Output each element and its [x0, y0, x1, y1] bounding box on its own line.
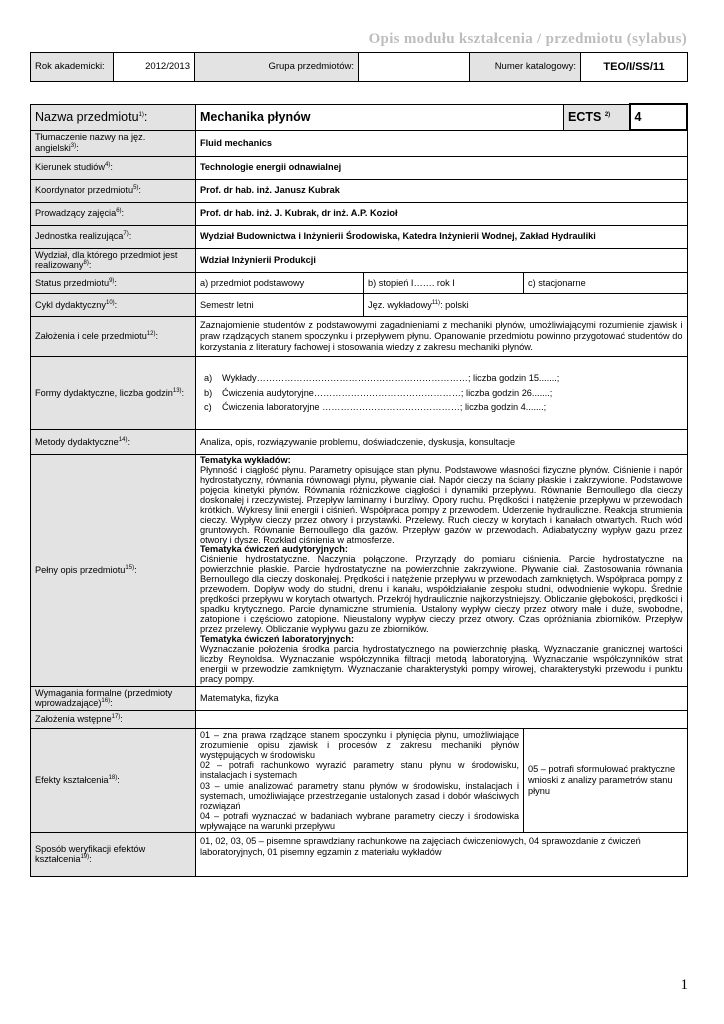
status-b: b) stopień I……. rok I [364, 273, 524, 294]
metody-value: Analiza, opis, rozwiązywanie problemu, doświadczenie, dyskusja, konsultacje [196, 430, 688, 455]
prow-label: Prowadzący zajęcia$^{6)}$: [31, 202, 196, 225]
rok-value: 2012/2013 [114, 53, 195, 82]
jedn-label: Jednostka realizująca$^{7)}$: [31, 225, 196, 248]
row-pelny-opis [31, 455, 688, 687]
efekty-left: 01 – zna prawa rządzące stanem spoczynku i płynięcia płynu, umożliwiające zrozumienie opisu zjawisk i procesów z zakresu mechaniki płynów występujących w środowisku 02 – potrafi rachunkowo wyrazić parametry stanu płynu w środowisku, instalacjach i systemach 03 – umie analizować parametry stanu płynów w środowisku, instalacjach i systemach, umożliwiające przestrzeganie ustalonych zasad i dobór właściwych rozwiązań 04 – potrafi wyznaczać w badaniach wybrane parametry cieczy i środowiska wpływające na warunki przepływu [196, 729, 524, 833]
status-label: Status przedmiotu$^{9)}$: [31, 273, 196, 294]
row-wymagania [31, 686, 688, 711]
pelny-heading-laboratoryjne: Tematyka ćwiczeń laboratoryjnych: [200, 633, 355, 644]
row-efekty [31, 729, 688, 833]
row-formy [31, 357, 688, 430]
spos-label: Sposób weryfikacji efektów kształcenia$^{19)}$: [31, 832, 196, 876]
row-wydzial [31, 248, 688, 273]
row-prowadzacy [31, 202, 688, 225]
wym-value: Matematyka, fizyka [196, 686, 688, 711]
wydz-value: Wdział Inżynierii Produkcji [196, 248, 688, 273]
pelny-text-audytoryjne: Ciśnienie hydrostatyczne. Naczynia połączone. Przyrządy do pomiaru ciśnienia. Parcie hydrostatyczne na powierzchnie płaskie. Parcie hydrostatyczne na powierzchnie zakrzywione. Pływanie ciał. Zastosowania równania Bernoullego dla cieczy doskonałej. Prędkości i natężenie przepływu w przewodach zamkniętych. Współpraca pompy z przewodem. Dopływ wody do studni, drenu i kanału, współdziałanie zespołu studni, odwodnienie wykopu. Średnie prędkości przepływu w korytach otwartych. Przekrój hydraulicznie najkorzystniejszy. Obliczanie głębokości, prędkości i spadku krytycznego. Parcie dynamiczne strumienia. Ustalony wypływ cieczy przez otwory małe i duże, swobodne, zatopione i częściowo zatopione. Nieustalony wypływ cieczy przez otwory. Czas opróżniania zbiorników. Przepływ przez przelewy. Obliczanie wypływu gazu ze zbiorników. [200, 554, 683, 634]
pelny-label: Pełny opis przedmiotu$^{15)}$: [31, 455, 196, 687]
grupa-label: Grupa przedmiotów: [195, 53, 359, 82]
pelny-heading-audytoryjne: Tematyka ćwiczeń audytoryjnych: [200, 544, 348, 555]
cykl-label: Cykl dydaktyczny$^{10)}$: [31, 294, 196, 317]
pelny-value [196, 455, 688, 687]
zal-value: Zaznajomienie studentów z podstawowymi zagadnieniami z mechaniki płynów, umożliwiającymi rozumienie zjawisk i praw rządzących stanem spoczynku i przepływem płynu. Opanowanie przedmiotu powinno przygotować studentów do korzystania z literatury fachowej i stosowania wiedzy z zakresu mechaniki płynów. [196, 317, 688, 357]
zal-label: Założenia i cele przedmiotu$^{12)}$: [31, 317, 196, 357]
row-nazwa [31, 104, 688, 130]
kier-label: Kierunek studiów$^{4)}$: [31, 156, 196, 179]
koord-label: Koordynator przedmiotu$^{5)}$: [31, 179, 196, 202]
jedn-value: Wydział Budownictwa i Inżynierii Środowiska, Katedra Inżynierii Wodnej, Zakład Hydrauliki [196, 225, 688, 248]
row-zalozenia-wstepne [31, 711, 688, 729]
page-number: 1 [680, 977, 688, 993]
row-jednostka [31, 225, 688, 248]
nazwa-label: Nazwa przedmiotu$^{1)}$: [31, 104, 196, 130]
formy-label: Formy dydaktyczne, liczba godzin$^{13)}$: [31, 357, 196, 430]
forma-item: c) Ćwiczenia laboratoryjne ………………………………………; liczba godzin 4.......; [204, 402, 547, 413]
row-kierunek [31, 156, 688, 179]
pelny-text-wyklady: Płynność i ciągłość płynu. Parametry opisujące stan płynu. Podstawowe własności fizyczne płynów. Ciśnienie i napór hydrostatyczny, równania równowagi płynu, pływanie ciał. Napór cieczy na ściany płaskie i zakrzywione. Podstawowe pojęcia kinetyki płynów. Równania różniczkowe ciągłości i dynamiki przepływu. Równanie Bernoullego dla cieczy doskonałej i rzeczywistej. Przepływ laminarny i burzliwy. Opory ruchu. Prędkości i natężenie przepływu w przewodach krótkich. Wykresy linii energii i ciśnień. Współpraca pompy z przewodem. Uderzenie hydrauliczne. Reakcja strumienia cieczy. Wypływ cieczy przez otwory i przystawki. Przelewy. Ruch cieczy w korytach i kanałach otwartych. Ruch wód gruntowych. Równanie Bernoullego dla gazów. Przepływ gazów w przewodach. Adiabatyczny wypływ gazu przez otwory i dysze. Rozkład ciśnienia w atmosferze. [200, 464, 683, 545]
efekty-right: 05 – potrafi sformułować praktyczne wnioski z analizy parametrów stanu płynu [524, 729, 688, 833]
tlum-label: Tłumaczenie nazwy na jęz. angielski$^{3)}$: [31, 130, 196, 156]
ects-label: ECTS $^{2)}$ [564, 104, 630, 130]
pelny-heading-wyklady: Tematyka wykładów: [200, 455, 291, 466]
row-sposob [31, 832, 688, 876]
wst-value [196, 711, 688, 729]
kier-value: Technologie energii odnawialnej [196, 156, 688, 179]
row-status [31, 273, 688, 294]
forma-item: a) Wykłady……………………………………………………………; liczba godzin 15.......; [204, 372, 560, 383]
numer-label: Numer katalogowy: [470, 53, 581, 82]
grupa-value [359, 53, 470, 82]
row-tlumaczenie [31, 130, 688, 156]
forma-item: b) Ćwiczenia audytoryjne…………………………………………; liczba godzin 26.......; [204, 387, 553, 398]
pelny-text-laboratoryjne: Wyznaczanie położenia środka parcia hydrostatycznego na powierzchnię płaską. Wyznaczanie granicznej wartości liczby Reynoldsa. Wyznaczanie współczynnika filtracji metodą laboratoryjną. Wyznaczanie współczynników strat energii w przewodzie zamkniętym. Wyznaczanie charakterystyki pompy wirowej, charakterystyki przewodu i punktu pracy pompy. [200, 643, 683, 684]
wst-label: Założenia wstępne$^{17)}$: [31, 711, 196, 729]
nazwa-value: Mechanika płynów [196, 104, 564, 130]
prow-value: Prof. dr hab. inż. J. Kubrak, dr inż. A.P. Kozioł [196, 202, 688, 225]
status-a: a) przedmiot podstawowy [196, 273, 364, 294]
page-header: Opis modułu kształcenia / przedmiotu (sylabus) [368, 31, 687, 47]
row-koordynator [31, 179, 688, 202]
cykl-value: Semestr letni [196, 294, 364, 317]
status-c: c) stacjonarne [524, 273, 688, 294]
spos-value: 01, 02, 03, 05 – pisemne sprawdziany rachunkowe na zajęciach ćwiczeniowych, 04 sprawozdanie z ćwiczeń laboratoryjnych, 01 pisemny egzamin z materiału wykładów [196, 832, 688, 876]
formy-list [196, 357, 688, 430]
wydz-label: Wydział, dla którego przedmiot jest realizowany$^{8)}$: [31, 248, 196, 273]
row-zalozenia [31, 317, 688, 357]
numer-value: TEO/I/SS/11 [581, 53, 688, 82]
metody-label: Metody dydaktyczne$^{14)}$: [31, 430, 196, 455]
top-info-table [30, 52, 688, 82]
koord-value: Prof. dr hab. inż. Janusz Kubrak [196, 179, 688, 202]
rok-label: Rok akademicki: [31, 53, 114, 82]
row-metody [31, 430, 688, 455]
tlum-value: Fluid mechanics [196, 130, 688, 156]
row-cykl [31, 294, 688, 317]
jezyk-cell: Jęz. wykładowy$^{11)}$: polski [364, 294, 688, 317]
ects-value: 4 [630, 104, 688, 130]
wym-label: Wymagania formalne (przedmioty wprowadzające)$^{16)}$: [31, 686, 196, 711]
syllabus-table [30, 103, 688, 877]
efekty-label: Efekty kształcenia$^{18)}$: [31, 729, 196, 833]
